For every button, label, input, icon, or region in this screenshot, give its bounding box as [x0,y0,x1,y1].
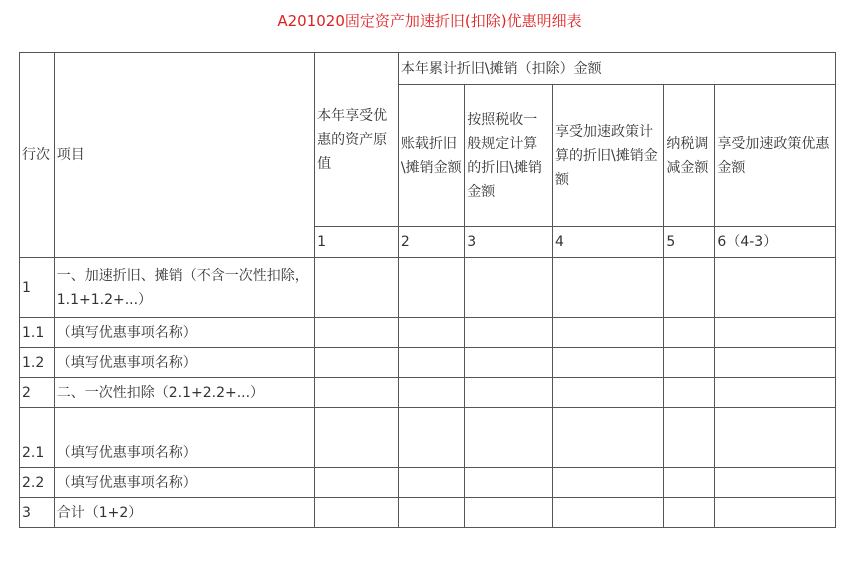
value-cell[interactable] [715,378,836,408]
value-cell[interactable] [465,258,553,318]
value-cell[interactable] [398,408,464,468]
row-number: 3 [20,498,55,528]
value-cell[interactable] [553,408,664,468]
value-cell[interactable] [398,468,464,498]
header-original-value: 本年享受优惠的资产原值 [315,53,399,227]
column-number: 5 [664,227,715,258]
row-item: （填写优惠事项名称） [54,468,314,498]
value-cell[interactable] [553,378,664,408]
value-cell[interactable] [553,498,664,528]
value-cell[interactable] [315,468,399,498]
value-cell[interactable] [715,258,836,318]
table-row [20,318,836,348]
value-cell[interactable] [398,348,464,378]
row-item: 合计（1+2） [54,498,314,528]
value-cell[interactable] [715,468,836,498]
row-number: 1.2 [20,348,55,378]
value-cell[interactable] [315,378,399,408]
value-cell[interactable] [553,318,664,348]
row-number: 1 [20,258,55,318]
value-cell[interactable] [664,498,715,528]
row-item: （填写优惠事项名称） [54,318,314,348]
value-cell[interactable] [715,318,836,348]
preference-detail-table [19,52,836,528]
column-number: 2 [398,227,464,258]
row-number: 2.2 [20,468,55,498]
row-item: （填写优惠事项名称） [54,348,314,378]
value-cell[interactable] [553,348,664,378]
value-cell[interactable] [315,348,399,378]
header-row-no: 行次 [20,53,55,258]
header-accelerated-depreciation: 享受加速政策计算的折旧\摊销金额 [553,85,664,227]
value-cell[interactable] [664,258,715,318]
value-cell[interactable] [664,468,715,498]
row-item: 一、加速折旧、摊销（不含一次性扣除，1.1+1.2+...） [54,258,314,318]
value-cell[interactable] [398,258,464,318]
value-cell[interactable] [664,348,715,378]
column-number: 3 [465,227,553,258]
value-cell[interactable] [398,378,464,408]
value-cell[interactable] [465,318,553,348]
value-cell[interactable] [664,378,715,408]
value-cell[interactable] [315,258,399,318]
table-row [20,258,836,318]
header-row-group [20,53,836,85]
value-cell[interactable] [465,378,553,408]
page-title: A201020固定资产加速折旧(扣除)优惠明细表 [277,12,582,30]
header-accumulated-group: 本年累计折旧\摊销（扣除）金额 [398,53,835,85]
header-item: 项目 [54,53,314,258]
row-item: （填写优惠事项名称） [54,408,314,468]
table-row [20,498,836,528]
value-cell[interactable] [465,498,553,528]
value-cell[interactable] [553,468,664,498]
table-row [20,348,836,378]
value-cell[interactable] [398,498,464,528]
value-cell[interactable] [315,498,399,528]
value-cell[interactable] [664,318,715,348]
row-number: 2.1 [20,408,55,468]
value-cell[interactable] [715,498,836,528]
value-cell[interactable] [715,408,836,468]
row-number: 2 [20,378,55,408]
header-tax-adjustment: 纳税调减金额 [664,85,715,227]
column-number: 6（4-3） [715,227,836,258]
header-preference-amount: 享受加速政策优惠金额 [715,85,836,227]
value-cell[interactable] [398,318,464,348]
value-cell[interactable] [715,348,836,378]
value-cell[interactable] [465,348,553,378]
header-book-depreciation: 账载折旧\摊销金额 [398,85,464,227]
table-row [20,408,836,468]
row-number: 1.1 [20,318,55,348]
value-cell[interactable] [315,408,399,468]
column-number: 4 [553,227,664,258]
value-cell[interactable] [553,258,664,318]
row-item: 二、一次性扣除（2.1+2.2+...） [54,378,314,408]
column-number: 1 [315,227,399,258]
value-cell[interactable] [465,408,553,468]
table-row [20,468,836,498]
value-cell[interactable] [315,318,399,348]
header-tax-depreciation: 按照税收一般规定计算的折旧\摊销金额 [465,85,553,227]
value-cell[interactable] [465,468,553,498]
value-cell[interactable] [664,408,715,468]
table-row [20,378,836,408]
